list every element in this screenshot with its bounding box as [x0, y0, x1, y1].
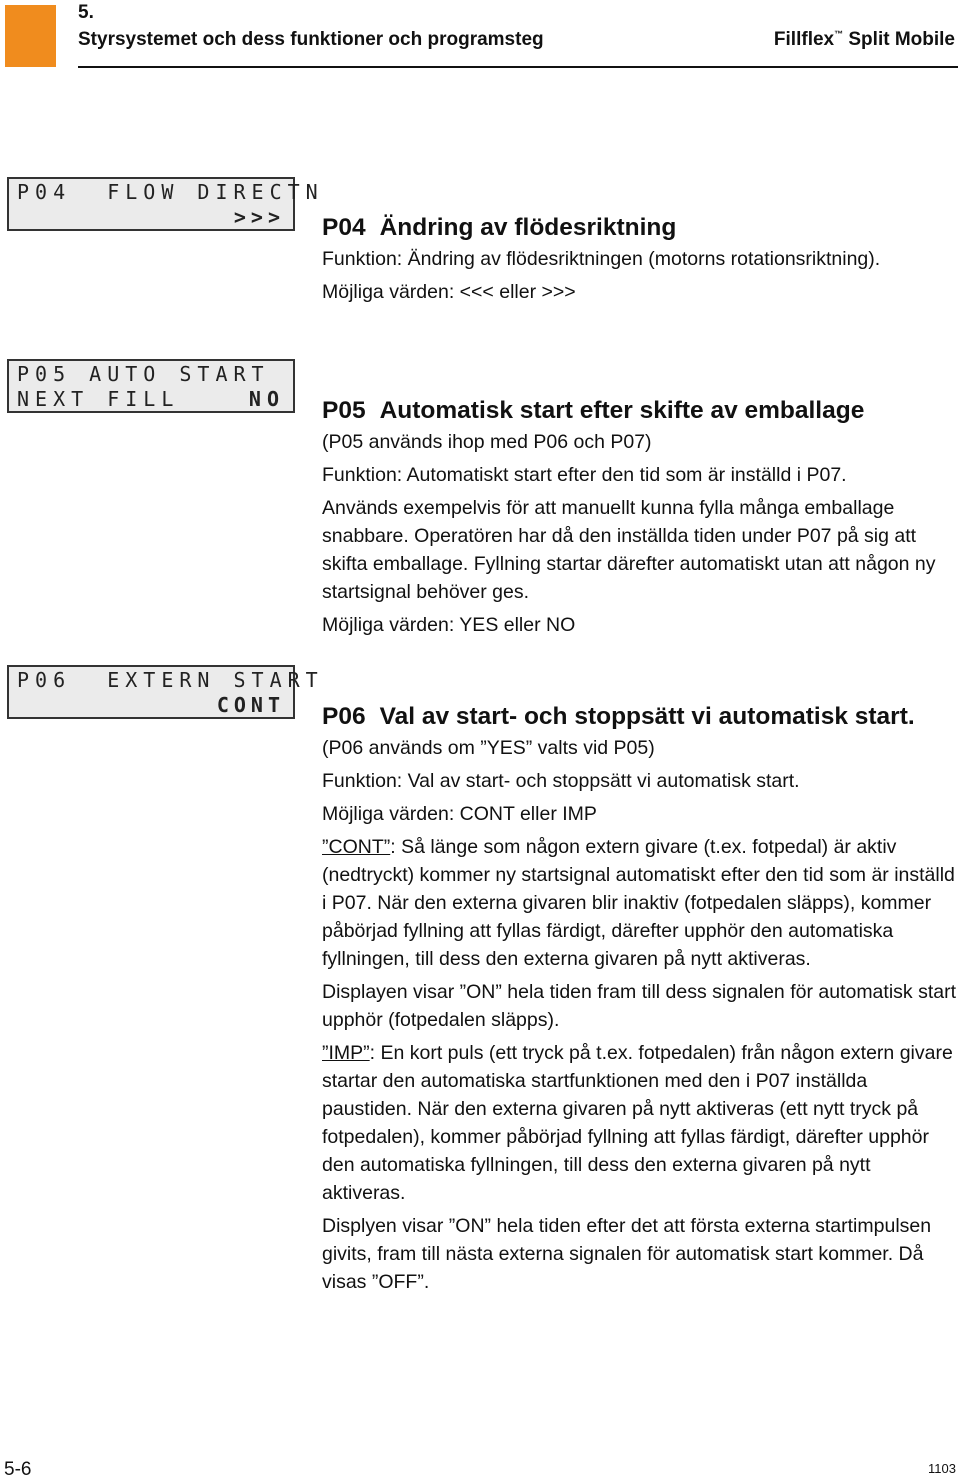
product-name-base: Fillflex [773, 29, 835, 50]
section-code: P06 [322, 703, 366, 730]
trademark-symbol: ™ [834, 29, 844, 39]
lcd-line-2-value: NO [248, 387, 285, 411]
lcd-line-2 [17, 387, 285, 412]
section-title: Val av start- och stoppsätt vi automatisk start. [379, 703, 915, 730]
section-code: P04 [322, 214, 366, 241]
product-name-suffix: Split Mobile [843, 29, 955, 50]
section-title: Automatisk start efter skifte av emballage [379, 397, 865, 424]
paragraph: Funktion: Automatiskt start efter den tid som är inställd i P07. [322, 464, 847, 486]
lcd-line-2: CONT [216, 693, 285, 717]
lcd-display-p04 [7, 177, 324, 231]
term-imp-description: : En kort puls (ett tryck på t.ex. fotpedalen) från någon extern givare startar den automatiska startfunktionen med den i P07 inställda paustiden. När den externa givaren på nytt aktiveras (ett nytt tryck på fotpedalen), kommer påbörjad fyllning att fyllas färdigt, därefter upphör den automatiska fyllningen, till dess den externa givaren på nytt aktiveras. [322, 1042, 953, 1204]
paragraph: Möjliga värden: CONT eller IMP [322, 803, 597, 825]
section-p04 [322, 211, 958, 311]
chapter-number: 5. [78, 2, 94, 23]
revision-code: 1103 [928, 1461, 956, 1476]
chapter-title: Styrsystemet och dess funktioner och programsteg [78, 29, 544, 50]
lcd-display-p05 [7, 359, 295, 413]
term-cont-description: : Så länge som någon extern givare (t.ex. fotpedal) är aktiv (nedtryckt) kommer ny startsignal automatiskt efter den tid som är inställd i P07. När den externa givaren blir inaktiv (fotpedalen släpps), kommer påbörjad fyllning att fyllas färdigt, därefter upphör den automatiska fyllningen, till dess den externa givaren på nytt aktiveras. [322, 836, 955, 970]
paragraph-imp [322, 1039, 958, 1207]
section-p06 [322, 700, 958, 1301]
paragraph: Funktion: Val av start- och stoppsätt vi automatisk start. [322, 770, 800, 792]
paragraph: Möjliga värden: YES eller NO [322, 614, 576, 636]
term-cont: ”CONT” [322, 836, 391, 858]
paragraph: (P06 används om ”YES” valts vid P05) [322, 737, 655, 759]
lcd-line-1: P05 AUTO START [17, 362, 270, 386]
header-divider [78, 66, 958, 68]
lcd-display-p06 [7, 665, 324, 719]
paragraph-cont [322, 833, 958, 973]
section-code: P05 [322, 397, 366, 424]
product-name [774, 29, 955, 51]
paragraph: Används exempelvis för att manuellt kunna fylla många emballage snabbare. Operatören har då den inställda tiden under P07 på sig att skifta emballage. Fyllning startar därefter automatiskt utan att någon ny startsignal behöver ges. [322, 497, 936, 603]
page-number: 5-6 [4, 1459, 32, 1480]
section-p05 [322, 394, 958, 644]
section-heading [322, 394, 958, 428]
term-imp: ”IMP” [322, 1042, 370, 1064]
paragraph: Displyen visar ”ON” hela tiden efter det att första externa startimpulsen givits, fram till nästa externa signalen för automatisk start kommer. Då visas ”OFF”. [322, 1215, 932, 1293]
section-heading [322, 211, 958, 245]
lcd-line-2: >>> [233, 205, 285, 229]
section-heading [322, 700, 958, 734]
paragraph: (P05 används ihop med P06 och P07) [322, 431, 652, 453]
paragraph: Funktion: Ändring av flödesriktningen (motorns rotationsriktning). [322, 248, 881, 270]
chapter-color-tab [5, 5, 56, 67]
lcd-line-1: P06 EXTERN START [17, 668, 324, 692]
paragraph: Möjliga värden: <<< eller >>> [322, 281, 576, 303]
lcd-line-2-label: NEXT FILL [17, 387, 180, 411]
paragraph: Displayen visar ”ON” hela tiden fram till dess signalen för automatisk start upphör (fotpedalen släpps). [322, 981, 956, 1031]
section-title: Ändring av flödesriktning [379, 214, 677, 241]
lcd-line-1: P04 FLOW DIRECTN [17, 180, 324, 204]
